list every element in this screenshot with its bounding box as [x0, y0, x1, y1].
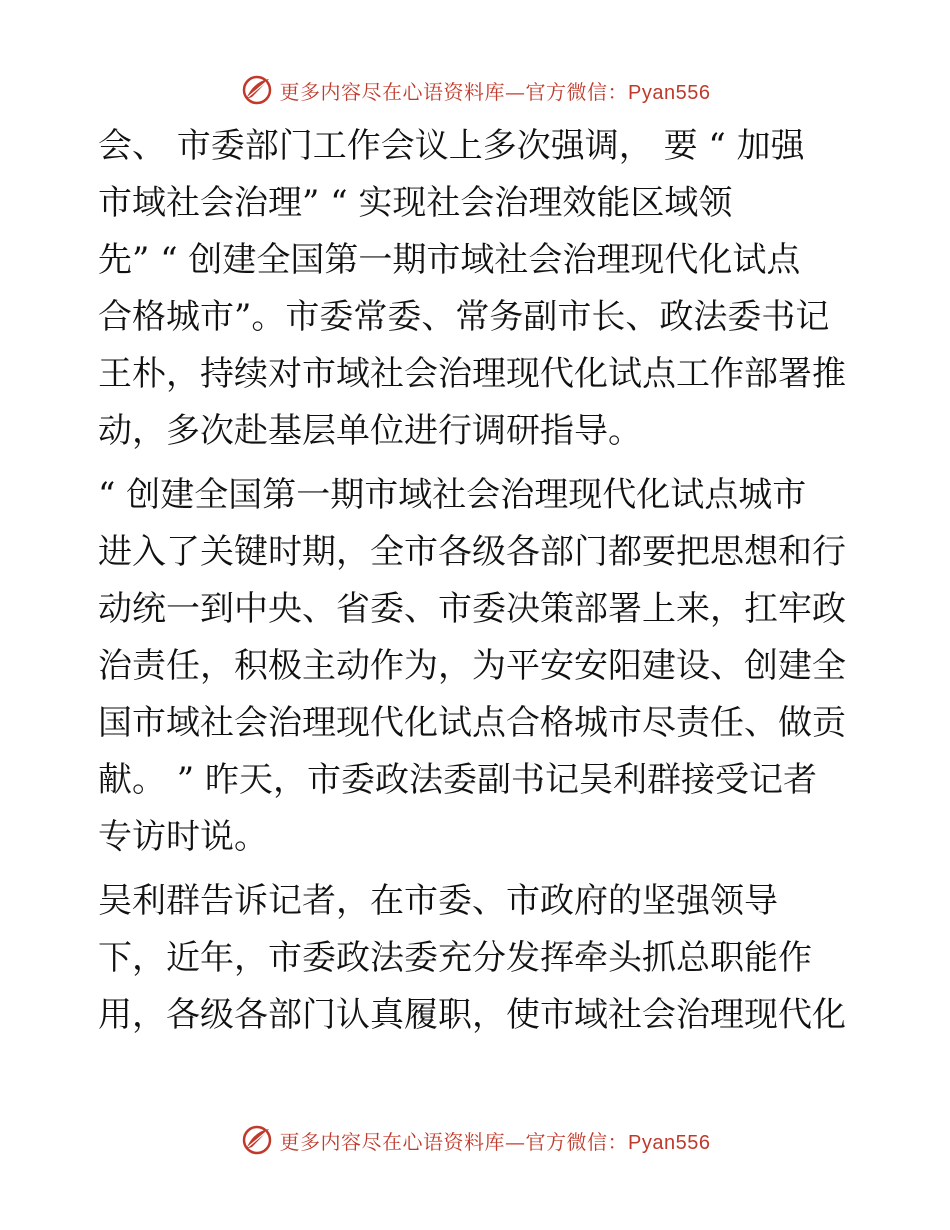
paragraph-3 — [98, 873, 858, 1044]
footer-banner-text: 更多内容尽在心语资料库—官方微信：Pyan556 — [279, 1129, 711, 1154]
paragraph-line: 国市域社会治理现代化试点合格城市尽责任、做贡 — [98, 703, 846, 743]
paragraph-line: 先” “ 创建全国第一期市域社会治理现代化试点 — [98, 240, 801, 280]
paragraph-line: 专访时说。 — [98, 817, 268, 857]
paragraph-gap — [98, 866, 858, 873]
footer-banner — [0, 1120, 950, 1160]
paragraph-line: 吴利群告诉记者，在市委、市政府的坚强领导 — [98, 881, 778, 921]
paragraph-line: 合格城市”。市委常委、常务副市长、政法委书记 — [98, 297, 830, 337]
paragraph-line: 会、 市委部门工作会议上多次强调， 要 “ 加强 — [98, 126, 805, 166]
paragraph-1 — [98, 118, 858, 460]
paragraph-line: 动统一到中央、省委、市委决策部署上来，扛牢政 — [98, 589, 846, 629]
pen-logo-icon — [240, 1123, 274, 1157]
paragraph-line: 用，各级各部门认真履职，使市域社会治理现代化 — [98, 995, 846, 1035]
header-banner-text: 更多内容尽在心语资料库—官方微信：Pyan556 — [279, 79, 711, 104]
header-banner — [0, 70, 950, 110]
paragraph-line: 治责任，积极主动作为，为平安安阳建设、创建全 — [98, 646, 846, 686]
paragraph-line: 献。 ” 昨天，市委政法委副书记吴利群接受记者 — [98, 760, 817, 800]
paragraph-line: 下，近年，市委政法委充分发挥牵头抓总职能作 — [98, 938, 812, 978]
paragraph-2 — [98, 467, 858, 866]
paragraph-line: 市域社会治理” “ 实现社会治理效能区域领 — [98, 183, 733, 223]
paragraph-line: “ 创建全国第一期市域社会治理现代化试点城市 — [98, 475, 807, 515]
header-wechat-id: Pyan556 — [628, 81, 711, 104]
paragraph-line: 王朴，持续对市域社会治理现代化试点工作部署推 — [98, 354, 846, 394]
article-body — [98, 118, 858, 1044]
paragraph-gap — [98, 460, 858, 467]
paragraph-line: 动，多次赴基层单位进行调研指导。 — [98, 411, 642, 451]
paragraph-line: 进入了关键时期，全市各级各部门都要把思想和行 — [98, 532, 846, 572]
footer-wechat-id: Pyan556 — [628, 1131, 711, 1154]
pen-logo-icon — [240, 73, 274, 107]
